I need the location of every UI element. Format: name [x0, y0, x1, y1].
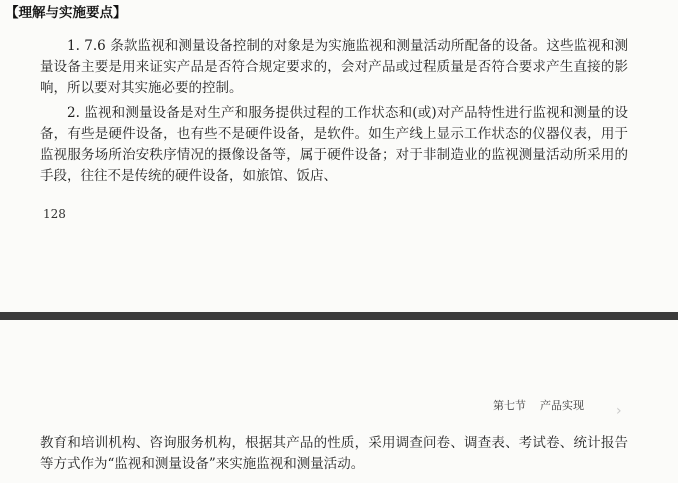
chevron-right-icon: › — [616, 403, 622, 419]
paragraph-1: 1. 7.6 条款监视和测量设备控制的对象是为实施监视和测量活动所配备的设备。这些监视和测量设备主要是用来证实产品是否符合规定要求的，会对产品或过程质量是否符合要求产生直接的影响，所以要对其实施必要的控制。 — [40, 38, 628, 96]
paragraph-2: 2. 监视和测量设备是对生产和服务提供过程的工作状态和(或)对产品特性进行监视和测量的设备，有些是硬件设备，也有些不是硬件设备，是软件。如生产线上显示工作状态的仪器仪表，用于监视服务场所治安秩序情况的摄像设备等，属于硬件设备；对于非制造业的监视测量活动所采用的手段，往往不是传统的硬件设备，如旅馆、饭店、 — [40, 105, 628, 184]
section-heading: 【理解与实施要点】 — [5, 5, 127, 21]
page-separator — [0, 312, 678, 320]
running-header-section: 第七节 — [493, 399, 526, 412]
paragraph-continued: 教育和培训机构、咨询服务机构，根据其产品的性质，采用调查问卷、调查表、考试卷、统计报告等方式作为“监视和测量设备”来实施监视和测量活动。 — [40, 435, 628, 472]
page-number: 128 — [43, 207, 66, 221]
running-header — [493, 399, 584, 413]
running-header-title: 产品实现 — [540, 399, 584, 412]
